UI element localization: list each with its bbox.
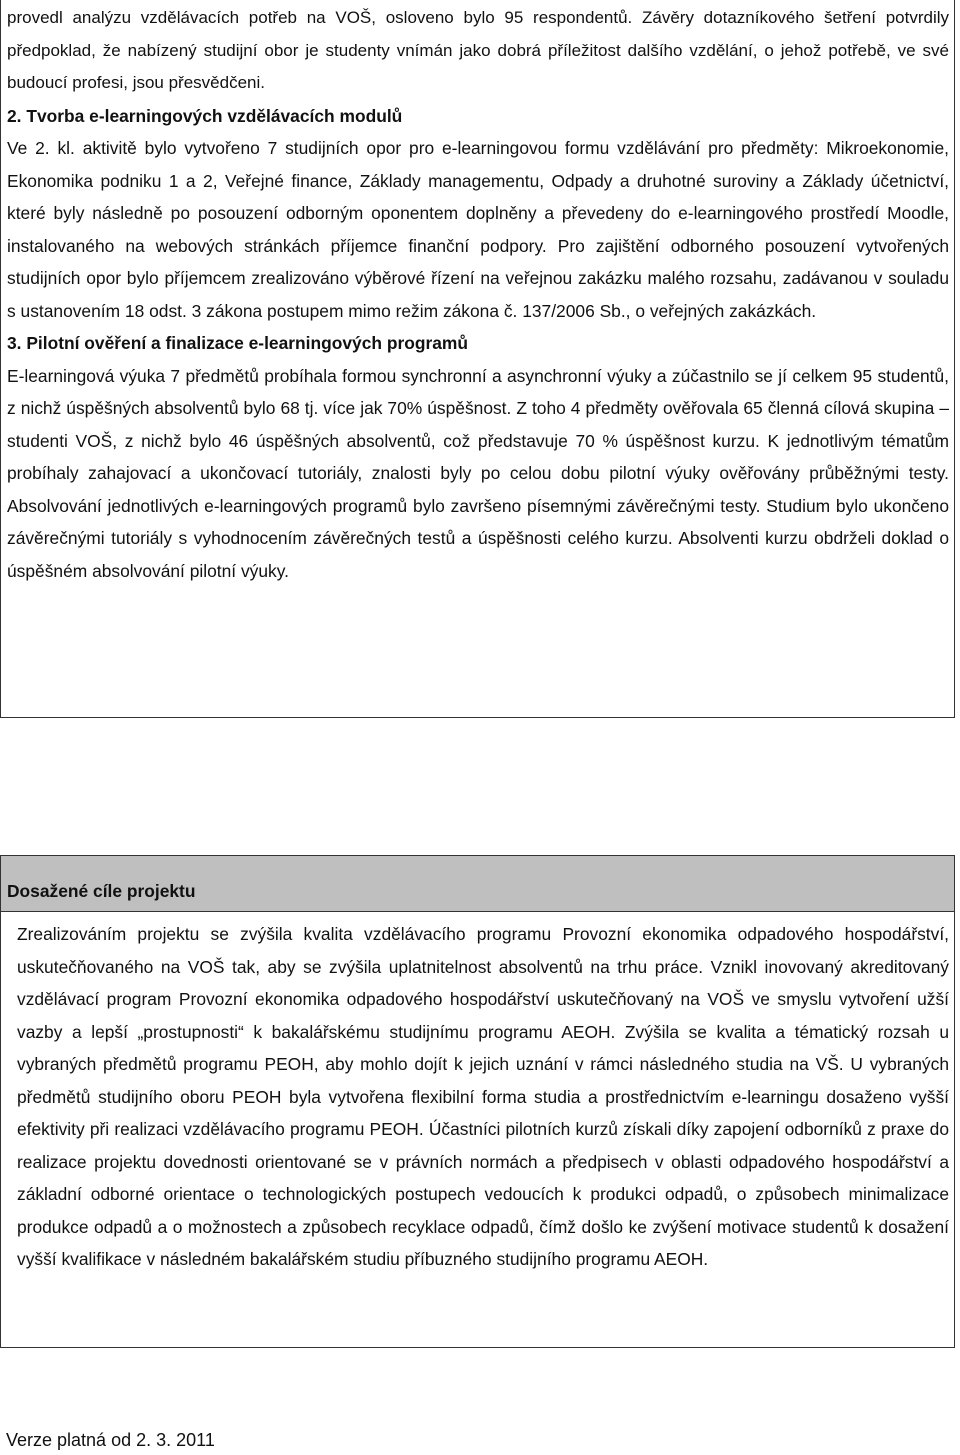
paragraph-pilot-verification: E-learningová výuka 7 předmětů probíhala formou synchronní a asynchronní výuky a zúčastnilo se jí celkem 95 studentů, z nichž úspěšných absolventů bylo 68 tj. více jak 70% úspěšnost. Z toho 4 předměty ověřovala 65 členná cílová skupina – studenti VOŠ, z nichž bylo 46 úspěšných absolventů, což představuje 70 % úspěšnost kurzu. K jednotlivým tématům probíhaly zahajovací a ukončovací tutoriály, znalosti byly po celou dobu pilotní výuky ověřovány průběžnými testy. Absolvování jednotlivých e-learningových programů bylo završeno písemnými závěrečnými testy. Studium bylo ukončeno závěrečnými tutoriály s vyhodnocením závěrečných testů a úspěšnosti celého kurzu. Absolventi kurzu obdrželi doklad o úspěšném absolvování pilotní výuky. [7, 365, 949, 581]
intro-paragraph: provedl analýzu vzdělávacích potřeb na VOŠ, osloveno bylo 95 respondentů. Závěry dotazníkového šetření potvrdily předpoklad, že nabízený studijní obor je studenty vnímán jako dobrá příležitost dalšího vzdělání, o jehož potřebě, ve své budoucí profesi, jsou přesvědčeni. [7, 8, 949, 92]
section-goals-header [1, 856, 954, 912]
heading-pilot-verification: 3. Pilotní ověření a finalizace e-learningových programů [7, 333, 468, 353]
section-activities-box [0, 0, 955, 718]
heading-elearning-modules: 2. Tvorba e-learningových vzdělávacích modulů [7, 105, 403, 126]
paragraph-body: aktivitě bylo vytvořeno 7 studijních opor pro e-learningovou formu vzdělávání pro předměty: Mikroekonomie, Ekonomika podniku 1 a 2, Veřejné finance, Základy managementu, Odpady a druhotné suroviny a Základy účetnictví, které byly následně po posouzení odborným oponentem doplněny a převedeny do e-learningového prostředí Moodle, instalovaného na webových stránkách příjemce finanční podpory. Pro zajištění odborného posouzení vytvořených studijních opor bylo příjemcem zrealizováno výběrové řízení na veřejnou zakázku malého rozsahu, zadávanou v souladu s ustanovením 18 odst. 3 zákona postupem mimo režim zákona č. 137/2006 Sb., o veřejných zakázkách. [7, 138, 950, 321]
section-goals-title: Dosažené cíle projektu [7, 881, 196, 901]
paragraph-goals: Zrealizováním projektu se zvýšila kvalita vzdělávacího programu Provozní ekonomika odpadového hospodářství, uskutečňovaného na VOŠ tak, aby se zvýšila uplatnitelnost absolventů na trhu práce. Vznikl inovovaný akreditovaný vzdělávací program Provozní ekonomika odpadového hospodářství uskutečňovaný na VOŠ ve smyslu vytvoření užší vazby a lepší „prostupnosti“ k bakalářskému studijnímu programu AEOH. Zvýšila se kvalita a tématický rozsah u vybraných předmětů programu PEOH, aby mohlo dojít k jejich uznání v rámci následného studia na VŠ. U vybraných předmětů studijního oboru PEOH byla vytvořena flexibilní forma studia a prostřednictvím e-learningu dosaženo vyšší efektivity při realizaci vzdělávacího programu PEOH. Účastníci pilotních kurzů získali díky zapojení odborníků z praxe do realizace projektu dovednosti orientované se v právních normách a předpisech v oblasti odpadového hospodářství a základní odborné orientace o technologických postupech vedoucích k produkci odpadů, o způsobech minimalizace produkce odpadů a o možnostech a způsobech recyklace odpadů, čímž došlo ke zvýšení motivace studentů k dosažení vyšší kvalifikace v následném bakalářském studiu příbuzného studijního programu AEOH. [17, 924, 949, 1269]
section-activities-content [7, 2, 949, 587]
paragraph-elearning-modules [7, 132, 949, 327]
version-footer: Verze platná od 2. 3. 2011 [6, 1430, 215, 1450]
section-goals-box [0, 855, 955, 1348]
paragraph-lead: Ve 2. kl. [7, 138, 75, 158]
section-goals-content [17, 918, 949, 1276]
